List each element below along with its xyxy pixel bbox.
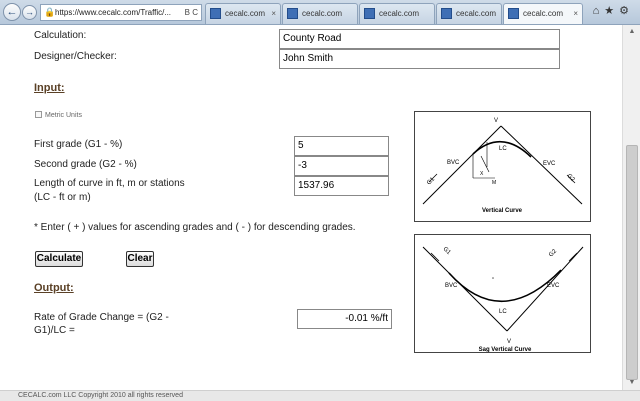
back-button[interactable]: ← <box>3 3 21 21</box>
browser-tool-icons <box>593 4 634 17</box>
browser-tab-active[interactable] <box>503 3 583 24</box>
vertical-curve-diagram <box>414 111 591 222</box>
site-favicon-icon <box>441 8 452 19</box>
grade-note: * Enter ( + ) values for ascending grades and ( - ) for descending grades. <box>34 222 356 233</box>
calculate-button[interactable]: Calculate <box>35 251 83 267</box>
page-footer: CECALC.com LLC Copyright 2010 all rights reserved <box>0 390 640 401</box>
rate-output-field: -0.01 %/ft <box>297 309 392 329</box>
g2-label: Second grade (G2 - %) <box>34 159 137 170</box>
address-bar[interactable] <box>40 4 202 21</box>
vc-g1-label: G1 <box>426 176 437 187</box>
clear-button[interactable]: Clear <box>126 251 154 267</box>
site-favicon-icon <box>287 8 298 19</box>
tab-label: cecalc.com <box>225 9 266 18</box>
sag-bvc-label: BVC <box>445 283 458 289</box>
vc-bvc-label: BVC <box>447 160 460 166</box>
vc-g2-label: G2 <box>565 173 576 184</box>
site-favicon-icon <box>210 8 221 19</box>
browser-tab-4[interactable] <box>436 3 502 24</box>
tab-close-icon[interactable]: × <box>271 9 276 18</box>
browser-tab-1[interactable] <box>205 3 281 24</box>
padlock-icon: 🔒 <box>44 7 56 17</box>
tab-label: cecalc.com <box>302 9 343 18</box>
sag-curve-svg <box>415 235 590 352</box>
tab-label: cecalc.com <box>523 9 564 18</box>
input-heading: Input: <box>34 82 65 94</box>
g2-input[interactable]: -3 <box>294 156 389 176</box>
tab-close-icon[interactable]: × <box>573 9 578 18</box>
rate-label-line1: Rate of Grade Change = (G2 - <box>34 312 169 323</box>
rate-label-line2: G1)/LC = <box>34 325 75 336</box>
lc-input[interactable]: 1537.96 <box>294 176 389 196</box>
vc-v-label: V <box>494 118 499 124</box>
site-favicon-icon <box>364 8 375 19</box>
sag-g2-label: G2 <box>548 248 559 259</box>
tab-label: cecalc.com <box>456 9 497 18</box>
browser-toolbar <box>0 0 640 25</box>
tab-label: cecalc.com <box>379 9 420 18</box>
forward-button[interactable]: → <box>22 5 37 20</box>
settings-gear-icon[interactable]: ⚙ <box>619 5 634 17</box>
lc-label-line1: Length of curve in ft, m or stations <box>34 178 185 189</box>
lc-label-line2: (LC - ft or m) <box>34 192 91 203</box>
sag-evc-label: EVC <box>547 283 560 289</box>
calculation-input[interactable]: County Road <box>279 29 560 49</box>
metric-units-checkbox[interactable] <box>35 111 42 118</box>
url-suffix: B C <box>184 8 198 17</box>
output-heading: Output: <box>34 282 74 294</box>
vc-title: Vertical Curve <box>481 208 523 214</box>
sag-lc-label: LC <box>499 309 507 315</box>
designer-label: Designer/Checker: <box>34 51 117 62</box>
vc-m-label: M <box>492 180 497 186</box>
scroll-thumb[interactable] <box>626 145 638 380</box>
site-favicon-icon <box>508 8 519 19</box>
vertical-curve-svg <box>415 112 590 221</box>
sag-curve-diagram <box>414 234 591 353</box>
vc-evc-label: EVC <box>543 161 556 167</box>
metric-units-label: Metric Units <box>45 112 82 119</box>
sag-v-label: V <box>507 339 512 345</box>
home-icon[interactable]: ⌂ <box>592 5 605 17</box>
scroll-down-icon[interactable]: ▼ <box>628 379 636 386</box>
designer-input[interactable]: John Smith <box>279 49 560 69</box>
vc-lc-label: LC <box>499 146 507 152</box>
favorites-star-icon[interactable]: ★ <box>604 5 620 17</box>
browser-tab-3[interactable] <box>359 3 435 24</box>
sag-title: Sag Vertical Curve <box>478 347 532 352</box>
page-scrollbar[interactable] <box>622 25 640 390</box>
browser-tab-2[interactable] <box>282 3 358 24</box>
scroll-up-icon[interactable]: ▲ <box>628 28 636 35</box>
calculation-label: Calculation: <box>34 30 87 41</box>
sag-g1-label: G1 <box>441 246 452 257</box>
vc-x-label: X <box>480 171 484 177</box>
url-text: https://www.cecalc.com/Traffic/... <box>55 8 172 17</box>
g1-input[interactable]: 5 <box>294 136 389 156</box>
g1-label: First grade (G1 - %) <box>34 139 123 150</box>
page-content <box>0 25 622 390</box>
